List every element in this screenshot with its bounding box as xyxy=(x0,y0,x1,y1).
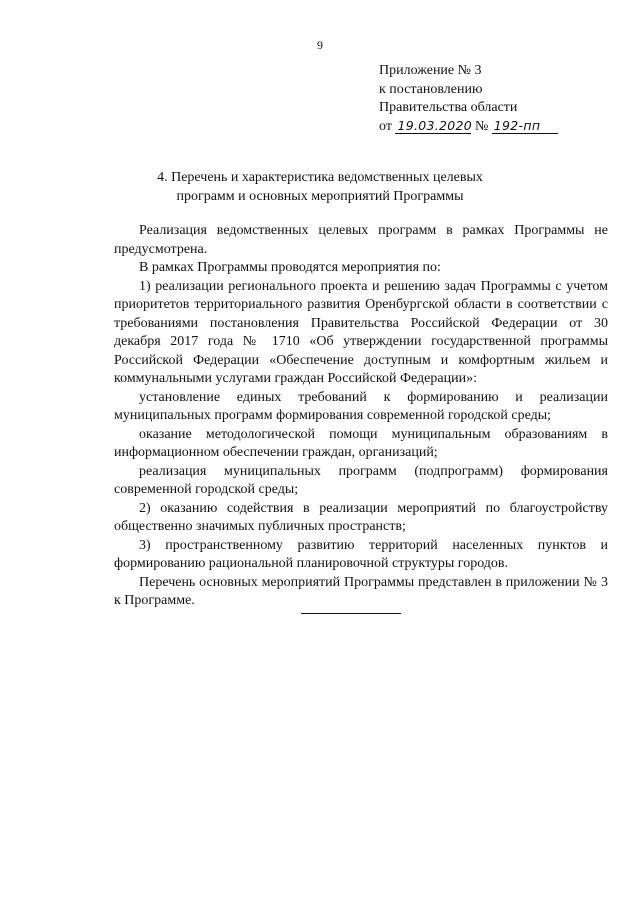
end-separator-line xyxy=(301,613,401,614)
paragraph-municipal-programs: реализация муниципальных программ (подпрограмм) формирования современной городской среды; xyxy=(114,463,608,497)
appendix-resolution-line: к постановлению xyxy=(379,81,483,97)
appendix-header xyxy=(379,62,619,136)
page-number: 9 xyxy=(317,38,323,52)
paragraph-departmental-programs: Реализация ведомственных целевых программ в рамках Программы не предусмотрена. xyxy=(114,223,608,257)
paragraph-item-3: 3) пространственному развитию территорий населенных пунктов и формированию рациональной планировочной структуры городов. xyxy=(114,537,608,571)
handwritten-number: 192-пп xyxy=(492,118,558,134)
number-prefix: № xyxy=(474,118,489,134)
appendix-date-line xyxy=(379,118,619,137)
section-title xyxy=(0,169,640,206)
appendix-government-line: Правительства области xyxy=(379,100,518,115)
document-body xyxy=(114,222,608,611)
paragraph-activities-intro: В рамках Программы проводятся мероприятия по: xyxy=(139,260,441,275)
paragraph-item-2: 2) оказанию содействия в реализации мероприятий по благоустройству общественно значимых публичных пространств; xyxy=(114,500,608,534)
paragraph-main-activities-list: Перечень основных мероприятий Программы представлен в приложении № 3 к Программе. xyxy=(114,574,608,608)
section-title-line-1: 4. Перечень и характеристика ведомственных целевых xyxy=(157,170,483,185)
paragraph-requirements: установление единых требований к формированию и реализации муниципальных программ формирования современной городской среды; xyxy=(114,389,608,423)
paragraph-item-1: 1) реализации регионального проекта и решению задач Программы с учетом приоритетов территориального развития Оренбургской области в соответствии с требованиями постановления Правительства Российской Федерации от 30 декабря 2017 года № 1710 «Об утверждении государственной программы Российской Федерации «Обеспечение доступным и комфортным жильем и коммунальными услугами граждан Российской Федерации»: xyxy=(114,278,608,386)
section-title-line-2: программ и основных мероприятий Программы xyxy=(176,188,464,204)
date-prefix: от xyxy=(379,118,392,134)
appendix-title: Приложение № 3 xyxy=(379,63,482,78)
paragraph-methodological-help: оказание методологической помощи муниципальным образованиям в информационном обеспечении граждан, организаций; xyxy=(114,426,608,460)
handwritten-date: 19.03.2020 xyxy=(397,117,473,133)
